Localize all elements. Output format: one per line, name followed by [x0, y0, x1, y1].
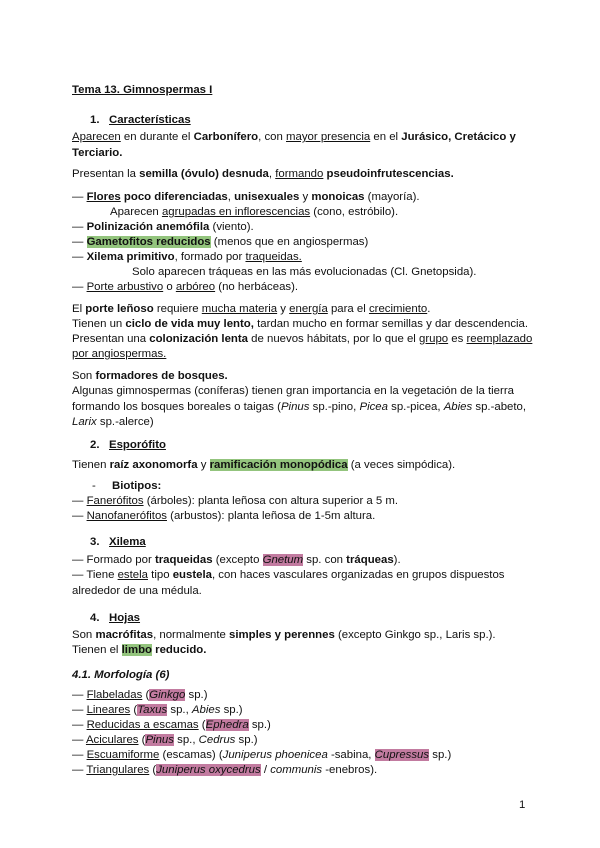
list-subitem-agrupadas: Aparecen agrupadas en inflorescencias (cono, estróbilo).	[110, 206, 399, 218]
paragraph-macrofitas: Son macrófitas, normalmente simples y perennes (excepto Ginkgo sp., Laris sp.).	[72, 629, 496, 641]
list-item-fanerofitos: — Fanerófitos (árboles): planta leñosa con altura superior a 5 m.	[72, 495, 399, 507]
list-item-traqueidas: — Formado por traqueidas (excepto Gnetum sp. con tráqueas).	[72, 554, 401, 566]
paragraph-colonizacion-cont: por angiospermas.	[72, 348, 167, 360]
list-item-estela: — Tiene estela tipo eustela, con haces vasculares organizadas en grupos dispuestos alrededor de una médula.	[72, 569, 505, 597]
paragraph-raiz: Tienen raíz axonomorfa y ramificación monopódica (a veces simpódica).	[72, 459, 456, 471]
paragraph-limbo: Tienen el limbo reducido.	[72, 644, 207, 656]
section-heading-hojas: 4. Hojas	[90, 612, 141, 624]
section-heading-caracteristicas: 1. Características	[90, 114, 191, 126]
list-item-porte: — Porte arbustivo o arbóreo (no herbáceas).	[72, 281, 299, 293]
list-item-gametofitos: — Gametofitos reducidos (menos que en angiospermas)	[72, 236, 369, 248]
sub-heading-biotipos: - Biotipos:	[92, 480, 162, 492]
page-title: Tema 13. Gimnospermas I	[72, 84, 213, 96]
paragraph-semilla: Presentan la semilla (óvulo) desnuda, formando pseudoinfrutescencias.	[72, 168, 454, 180]
list-item-lineares: — Lineares (Taxus sp., Abies sp.)	[72, 704, 243, 716]
list-item-reducidas: — Reducidas a escamas (Ephedra sp.)	[72, 719, 271, 731]
list-item-flabeladas: — Flabeladas (Ginkgo sp.)	[72, 689, 208, 701]
section-heading-esporofito: 2. Esporófito	[90, 439, 166, 451]
page-number: 1	[519, 799, 526, 811]
highlight-green: Gametofitos reducidos	[86, 236, 211, 248]
list-subitem-traqueas: Solo aparecen tráqueas en las más evolucionadas (Cl. Gnetopsida).	[132, 266, 477, 278]
paragraph-gimnospermas-coniferas: Algunas gimnospermas (coníferas) tienen gran importancia en la vegetación de la tierra formando los bosques boreales o taigas (Pinus sp.-pino, Picea sp.-picea, Abies sp.-abeto, Larix sp.-alerce)	[72, 385, 527, 428]
highlight-pink: Cupressus	[374, 749, 430, 761]
paragraph-colonizacion: Presentan una colonización lenta de nuevos hábitats, por lo que el grupo es reemplazado	[72, 333, 533, 345]
list-item-triangulares: — Triangulares (Juniperus oxycedrus / communis -enebros).	[72, 764, 378, 776]
highlight-green: limbo	[121, 644, 152, 656]
list-item-flores: — Flores poco diferenciadas, unisexuales y monoicas (mayoría).	[72, 191, 420, 203]
highlight-pink: Ginkgo	[149, 689, 186, 701]
sub-heading-morfologia: 4.1. Morfología (6)	[72, 669, 170, 681]
highlight-pink: Taxus	[137, 704, 168, 716]
paragraph-aparecen: Aparecen en durante el Carbonífero, con mayor presencia en el Jurásico, Cretácico y Terciario.	[72, 131, 516, 159]
list-item-escuamiforme: — Escuamiforme (escamas) (Juniperus phoenicea -sabina, Cupressus sp.)	[72, 749, 452, 761]
highlight-pink: Ephedra	[205, 719, 249, 731]
list-item-polinizacion: — Polinización anemófila (viento).	[72, 221, 254, 233]
paragraph-ciclo-vida: Tienen un ciclo de vida muy lento, tardan mucho en formar semillas y dar descendencia.	[72, 318, 529, 330]
highlight-pink: Gnetum	[262, 554, 304, 566]
highlight-green: ramificación monopódica	[209, 459, 348, 471]
list-item-aciculares: — Aciculares (Pinus sp., Cedrus sp.)	[72, 734, 258, 746]
list-item-nanofanerofitos: — Nanofanerófitos (arbustos): planta leñosa de 1-5m altura.	[72, 510, 376, 522]
paragraph-bosques: Son formadores de bosques.	[72, 370, 228, 382]
paragraph-porte-lenoso: El porte leñoso requiere mucha materia y energía para el crecimiento.	[72, 303, 431, 315]
section-heading-xilema: 3. Xilema	[90, 536, 146, 548]
highlight-pink: Juniperus oxycedrus	[156, 764, 261, 776]
highlight-pink: Pinus	[145, 734, 174, 746]
list-item-xilema: — Xilema primitivo, formado por traqueidas.	[72, 251, 302, 263]
